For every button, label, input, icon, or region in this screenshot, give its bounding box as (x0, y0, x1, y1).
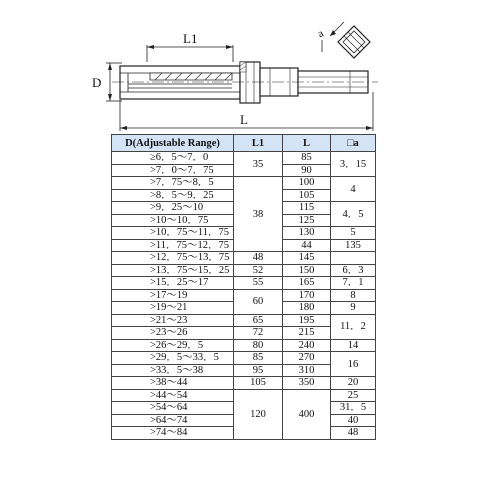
table-row (112, 177, 376, 190)
cell-d-range: >15．25～17 (112, 277, 234, 290)
cell-square-a: 3．15 (331, 152, 376, 177)
d-arrow-top (108, 63, 112, 70)
cell-d-range: >29．5～33．5 (112, 352, 234, 365)
cell-l1: 80 (234, 339, 283, 352)
cell-d-range: >9．25～10 (112, 202, 234, 215)
cell-l1: 85 (234, 352, 283, 365)
cell-l: 105 (283, 189, 331, 202)
cell-l1: 72 (234, 327, 283, 340)
cell-d-range: >12．75～13．75 (112, 252, 234, 265)
cell-l: 130 (283, 227, 331, 240)
l-arrow-left (120, 126, 127, 130)
cell-d-range: >19～21 (112, 302, 234, 315)
cell-l1: 95 (234, 364, 283, 377)
cell-l: 145 (283, 252, 331, 265)
cell-square-a: 25 (331, 389, 376, 402)
cell-d-range: >17～19 (112, 289, 234, 302)
d-arrow-bottom (108, 94, 112, 101)
cell-l1: 60 (234, 289, 283, 314)
table-header-row (112, 135, 376, 152)
cell-l: 150 (283, 264, 331, 277)
cell-l: 400 (283, 389, 331, 439)
cell-d-range: >64～74 (112, 414, 234, 427)
l1-arrow-left (147, 45, 154, 49)
header-l1: L1 (234, 135, 283, 152)
cell-d-range: ≥6．5～7．0 (112, 152, 234, 165)
cell-l: 310 (283, 364, 331, 377)
d-label: D (92, 75, 102, 90)
l-label: L (240, 112, 248, 127)
cell-square-a: 5 (331, 227, 376, 240)
cell-l: 240 (283, 339, 331, 352)
table-row (112, 277, 376, 290)
cell-d-range: >44～54 (112, 389, 234, 402)
l1-label: L1 (183, 31, 198, 46)
header-d-range: D(Adjustable Range) (112, 135, 234, 152)
cell-square-a: 9 (331, 302, 376, 315)
cell-d-range: >8．5～9．25 (112, 189, 234, 202)
cell-d-range: >74～84 (112, 427, 234, 440)
cell-d-range: >7．0～7．75 (112, 164, 234, 177)
table-row (112, 152, 376, 165)
cell-square-a: 4 (331, 177, 376, 202)
cell-square-a: 11．2 (331, 314, 376, 339)
cell-square-a: 4．5 (331, 202, 376, 227)
cell-square-a: 7．1 (331, 277, 376, 290)
cell-d-range: >11．75～12．75 (112, 239, 234, 252)
cell-d-range: >26～29．5 (112, 339, 234, 352)
cell-l1: 35 (234, 152, 283, 177)
table-row (112, 389, 376, 402)
table-row (112, 252, 376, 265)
cell-square-a: 14 (331, 339, 376, 352)
cell-l: 135 (331, 239, 376, 252)
spec-table-body (112, 152, 376, 440)
cell-d-range: >13．75～15．25 (112, 264, 234, 277)
table-row (112, 289, 376, 302)
table-row (112, 377, 376, 390)
cell-square-a: 16 (331, 352, 376, 377)
table-row (112, 352, 376, 365)
table-row (112, 264, 376, 277)
cell-l1: 48 (234, 252, 283, 265)
cell-l: 215 (283, 327, 331, 340)
cell-l: 170 (283, 289, 331, 302)
cell-l: 115 (283, 202, 331, 215)
table-row (112, 339, 376, 352)
cell-l1: 120 (234, 389, 283, 439)
reamer-body (112, 62, 378, 103)
cell-l1: 105 (234, 377, 283, 390)
cell-square-a: 6．3 (331, 264, 376, 277)
cell-d-range: >38～44 (112, 377, 234, 390)
cell-square-a: 48 (331, 427, 376, 440)
cell-d-range: >7．75～8．5 (112, 177, 234, 190)
header-l: L (283, 135, 331, 152)
cell-d-range: >33．5～38 (112, 364, 234, 377)
l1-arrow-right (226, 45, 233, 49)
cell-d-range: >21～23 (112, 314, 234, 327)
header-square-a: □a (331, 135, 376, 152)
table-row (112, 314, 376, 327)
cell-l1: 55 (234, 277, 283, 290)
l-arrow-right (366, 126, 373, 130)
cell-d-range: >54～64 (112, 402, 234, 415)
cell-l: 180 (283, 302, 331, 315)
spec-table (111, 134, 376, 440)
cell-l1: 65 (234, 314, 283, 327)
cell-square-a: 40 (331, 414, 376, 427)
cell-l: 270 (283, 352, 331, 365)
cell-l: 165 (283, 277, 331, 290)
square-end-detail (316, 22, 370, 58)
cell-l1: 38 (234, 177, 283, 252)
cell-l: 350 (283, 377, 331, 390)
cell-square-a: 31．5 (331, 402, 376, 415)
reamer-drawing (0, 0, 488, 135)
cell-d-range: >23～26 (112, 327, 234, 340)
cell-l1: 52 (234, 264, 283, 277)
a-label: a (315, 27, 326, 41)
cell-l: 195 (283, 314, 331, 327)
cell-l: 90 (283, 164, 331, 177)
cell-d-range: >10．75～11．75 (112, 227, 234, 240)
cell-l: 85 (283, 152, 331, 165)
cell-d-range: >10～10．75 (112, 214, 234, 227)
cell-square-a: 20 (331, 377, 376, 390)
cell-l1: 44 (283, 239, 331, 252)
cell-square-a: 8 (331, 289, 376, 302)
cell-l: 125 (283, 214, 331, 227)
cell-l: 100 (283, 177, 331, 190)
